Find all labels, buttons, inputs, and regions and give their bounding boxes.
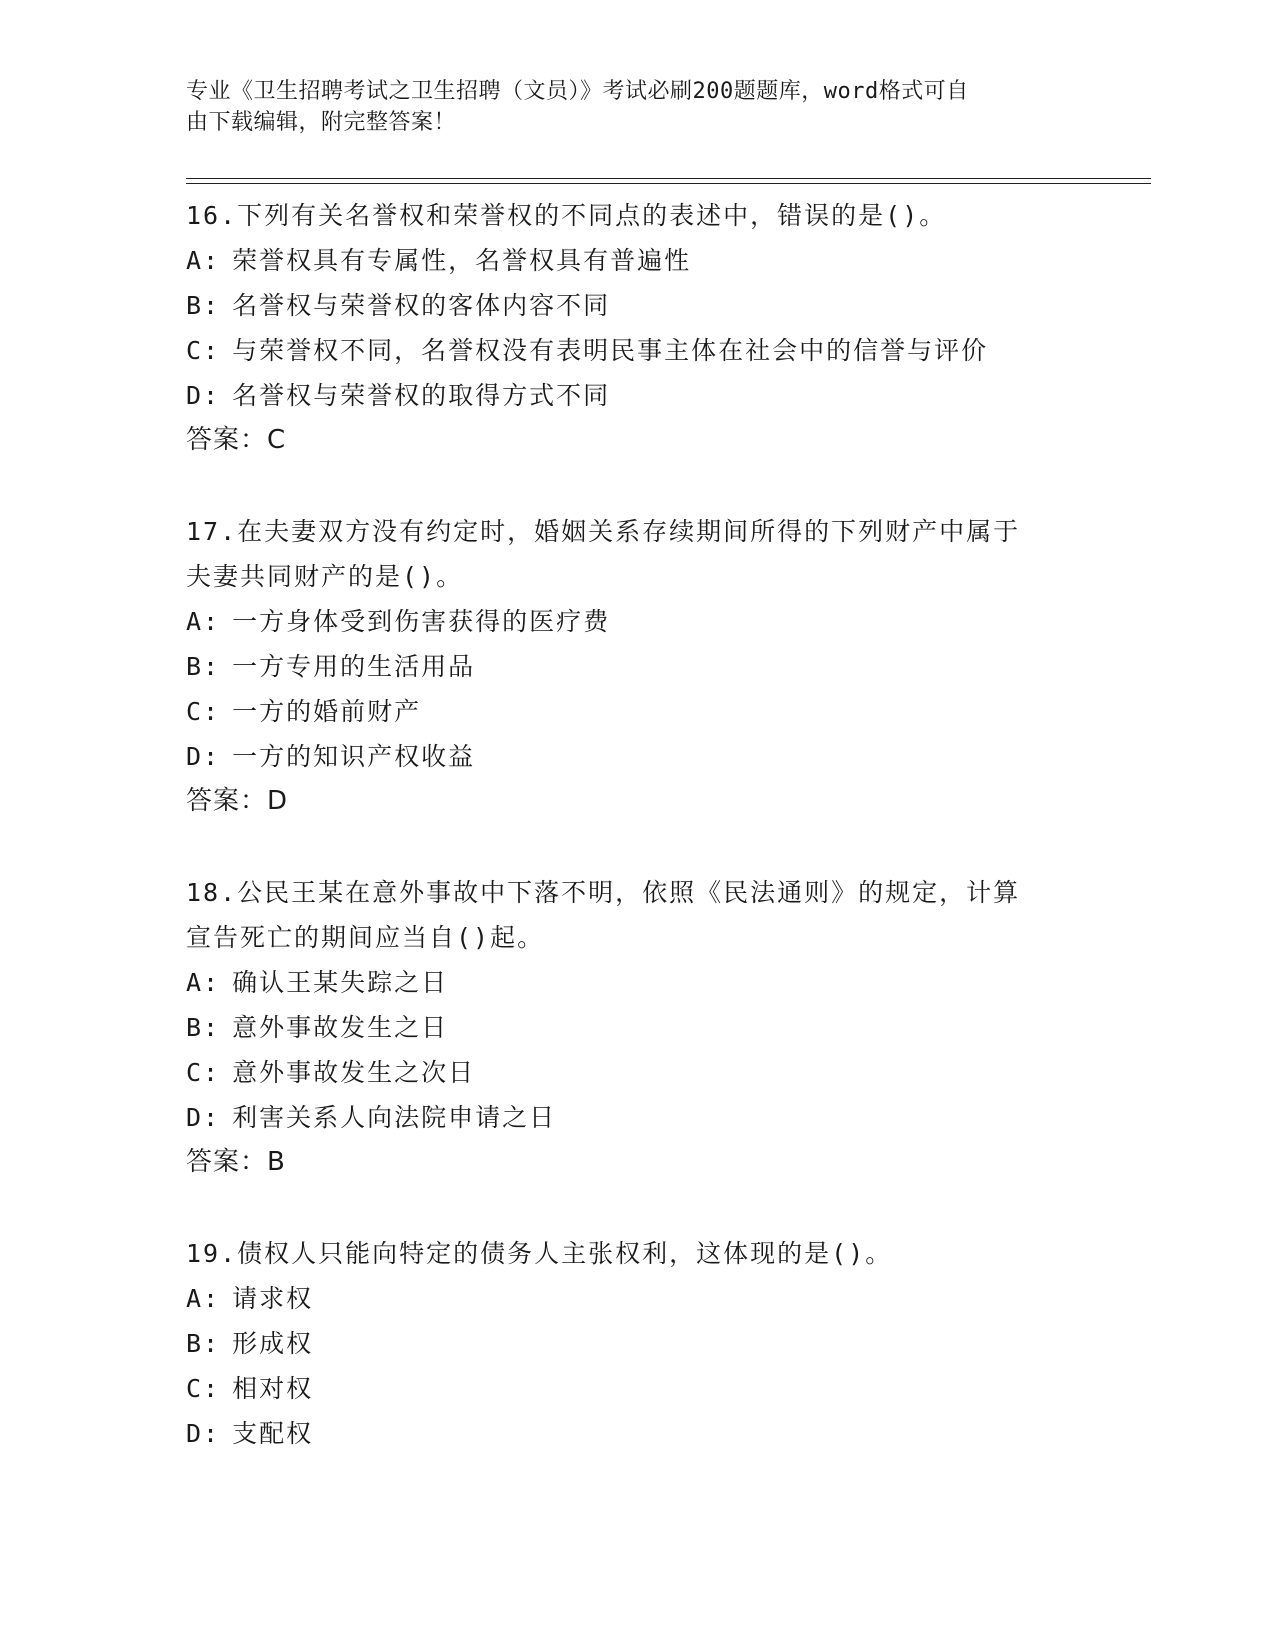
option-text: 支配权 <box>232 1419 314 1448</box>
option-letter: C: <box>186 1374 221 1403</box>
question-stem: 16.下列有关名誉权和荣誉权的不同点的表述中，错误的是()。 <box>186 201 947 230</box>
option-letter: C: <box>186 336 221 365</box>
option-c <box>186 1366 1086 1411</box>
option-d <box>186 373 1086 418</box>
option-text: 意外事故发生之日 <box>232 1013 449 1042</box>
option-letter: B: <box>186 291 221 320</box>
option-letter: A: <box>186 968 221 997</box>
option-text: 与荣誉权不同，名誉权没有表明民事主体在社会中的信誉与评价 <box>232 336 989 365</box>
option-letter: A: <box>186 607 221 636</box>
option-a <box>186 960 1086 1005</box>
question-stem-continued: 宣告死亡的期间应当自()起。 <box>186 923 545 952</box>
option-letter: A: <box>186 246 221 275</box>
header-divider-top <box>186 178 1151 179</box>
question-list <box>186 193 1086 1456</box>
option-a <box>186 599 1086 644</box>
question-stem: 19.债权人只能向特定的债务人主张权利，这体现的是()。 <box>186 1239 893 1268</box>
document-header <box>186 76 1066 138</box>
option-c <box>186 1050 1086 1095</box>
option-text: 利害关系人向法院申请之日 <box>232 1103 557 1132</box>
option-text: 一方的知识产权收益 <box>232 742 476 771</box>
option-letter: C: <box>186 697 221 726</box>
question-stem: 17.在夫妻双方没有约定时，婚姻关系存续期间所得的下列财产中属于 <box>186 517 1021 546</box>
option-text: 意外事故发生之次日 <box>232 1058 476 1087</box>
option-text: 一方的婚前财产 <box>232 697 422 726</box>
option-letter: D: <box>186 1419 221 1448</box>
option-b <box>186 1321 1086 1366</box>
option-d <box>186 734 1086 779</box>
question-stem-continued: 夫妻共同财产的是()。 <box>186 562 464 591</box>
option-d <box>186 1411 1086 1456</box>
option-text: 确认王某失踪之日 <box>232 968 449 997</box>
option-letter: B: <box>186 652 221 681</box>
answer-line: 答案：D <box>186 786 289 816</box>
option-c <box>186 689 1086 734</box>
question-18 <box>186 870 1086 1185</box>
option-text: 一方专用的生活用品 <box>232 652 476 681</box>
option-a <box>186 1276 1086 1321</box>
option-letter: B: <box>186 1013 221 1042</box>
option-c <box>186 328 1086 373</box>
answer-line: 答案：C <box>186 425 287 455</box>
header-line-1: 专业《卫生招聘考试之卫生招聘（文员）》考试必刷200题题库，word格式可自 <box>186 79 969 104</box>
option-text: 形成权 <box>232 1329 314 1358</box>
option-text: 一方身体受到伤害获得的医疗费 <box>232 607 611 636</box>
option-text: 荣誉权具有专属性，名誉权具有普遍性 <box>232 246 692 275</box>
option-a <box>186 238 1086 283</box>
option-letter: B: <box>186 1329 221 1358</box>
option-d <box>186 1095 1086 1140</box>
header-divider-bottom <box>186 183 1151 184</box>
option-b <box>186 1005 1086 1050</box>
option-letter: C: <box>186 1058 221 1087</box>
option-text: 名誉权与荣誉权的取得方式不同 <box>232 381 611 410</box>
question-16 <box>186 193 1086 463</box>
question-19 <box>186 1231 1086 1456</box>
answer-line: 答案：B <box>186 1147 286 1177</box>
option-text: 请求权 <box>232 1284 314 1313</box>
option-b <box>186 644 1086 689</box>
option-text: 相对权 <box>232 1374 314 1403</box>
option-text: 名誉权与荣誉权的客体内容不同 <box>232 291 611 320</box>
option-letter: A: <box>186 1284 221 1313</box>
option-letter: D: <box>186 1103 221 1132</box>
question-stem: 18.公民王某在意外事故中下落不明，依照《民法通则》的规定，计算 <box>186 878 1021 907</box>
option-b <box>186 283 1086 328</box>
header-line-2: 由下载编辑，附完整答案！ <box>186 110 457 135</box>
question-17 <box>186 509 1086 824</box>
option-letter: D: <box>186 381 221 410</box>
option-letter: D: <box>186 742 221 771</box>
